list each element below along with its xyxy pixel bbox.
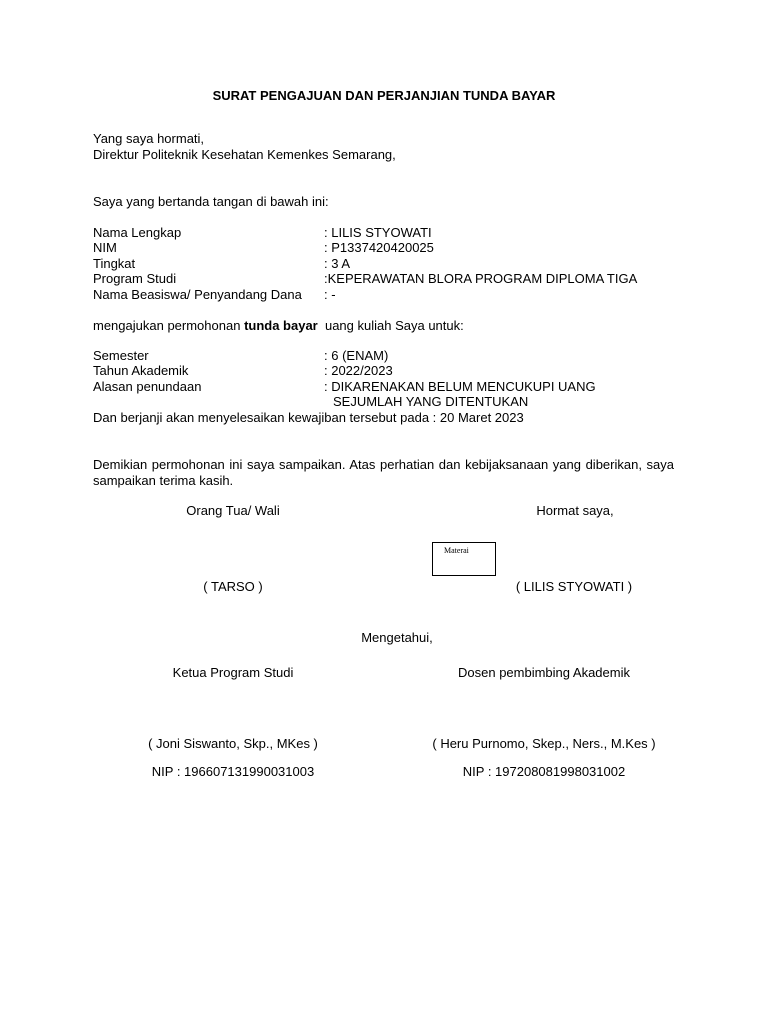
detail-value-reason-line-2: SEJUMLAH YANG DITENTUKAN — [333, 394, 529, 409]
document-title: SURAT PENGAJUAN DAN PERJANJIAN TUNDA BAYAR — [212, 88, 556, 103]
detail-label-semester: Semester — [93, 348, 149, 363]
request-sentence — [93, 318, 464, 334]
identity-label-name: Nama Lengkap — [93, 225, 182, 240]
signature-role-parent: Orang Tua/ Wali — [186, 503, 280, 518]
detail-value-reason: : DIKARENAKAN BELUM MENCUKUPI UANG — [324, 379, 596, 394]
detail-label-year: Tahun Akademik — [93, 363, 189, 378]
signature-name-head: ( Joni Siswanto, Skp., MKes ) — [148, 736, 318, 751]
identity-label-nim: NIM — [93, 240, 117, 255]
identity-value-scholarship: : - — [324, 287, 336, 302]
intro-text: Saya yang bertanda tangan di bawah ini: — [93, 194, 329, 209]
identity-value-name: : LILIS STYOWATI — [324, 225, 432, 240]
request-bold: tunda bayar — [244, 318, 318, 333]
signature-name-advisor: ( Heru Purnomo, Skep., Ners., M.Kes ) — [432, 736, 656, 751]
signature-role-student: Hormat saya, — [536, 503, 614, 518]
request-suffix: uang kuliah Saya untuk: — [317, 318, 464, 333]
promise-text: Dan berjanji akan menyelesaikan kewajiban tersebut pada : 20 Maret 2023 — [93, 410, 524, 425]
signature-name-parent: ( TARSO ) — [203, 579, 263, 594]
detail-label-reason: Alasan penundaan — [93, 379, 202, 394]
detail-value-semester: : 6 (ENAM) — [324, 348, 389, 363]
identity-label-level: Tingkat — [93, 256, 136, 271]
nip-head: NIP : 196607131990031003 — [151, 764, 315, 779]
identity-value-program: :KEPERAWATAN BLORA PROGRAM DIPLOMA TIGA — [324, 271, 638, 286]
identity-value-nim: : P1337420420025 — [324, 240, 434, 255]
salutation-line-1: Yang saya hormati, — [93, 131, 205, 146]
stamp-box — [432, 542, 496, 576]
acknowledge-label: Mengetahui, — [361, 630, 433, 645]
salutation-line-2: Direktur Politeknik Kesehatan Kemenkes Semarang, — [93, 147, 396, 162]
identity-label-scholarship: Nama Beasiswa/ Penyandang Dana — [93, 287, 302, 302]
nip-advisor: NIP : 197208081998031002 — [462, 764, 626, 779]
signature-role-advisor: Dosen pembimbing Akademik — [458, 665, 630, 680]
closing-paragraph: Demikian permohonan ini saya sampaikan. Atas perhatian dan kebijaksanaan yang diberikan, saya sampaikan terima kasih. — [93, 457, 674, 488]
identity-label-program: Program Studi — [93, 271, 177, 286]
signature-name-student: ( LILIS STYOWATI ) — [515, 579, 633, 594]
detail-value-year: : 2022/2023 — [324, 363, 393, 378]
stamp-label: Materai — [444, 546, 469, 555]
signature-role-head: Ketua Program Studi — [172, 665, 294, 680]
identity-value-level: : 3 A — [324, 256, 351, 271]
request-prefix: mengajukan permohonan — [93, 318, 245, 333]
